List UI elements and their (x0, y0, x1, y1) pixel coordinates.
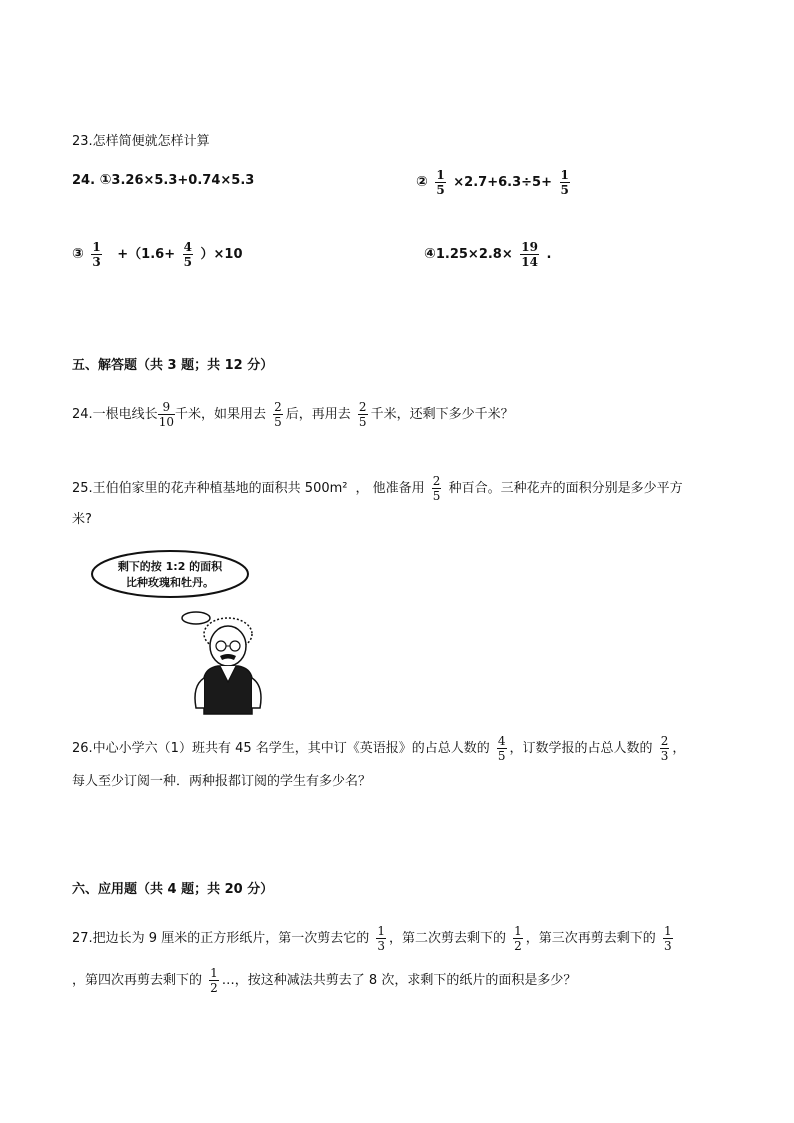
fraction: $\frac{2}{3}$ (660, 734, 669, 763)
fraction: $\frac{1}{3}$ (377, 924, 385, 953)
question-24-part-1 (72, 170, 254, 191)
question-26-line-2: 每人至少订阅一种．两种报都订阅的学生有多少名？ (72, 774, 372, 789)
question-26: 26.中心小学六（1）班共有 45 名学生，其中订《英语报》的占总人数的 $\frac{4}{5}$ ，订数学报的占总人数的 $\frac{2}{3}$ ， (72, 734, 686, 763)
expression-2: ×2.7+6.3÷5+ (453, 175, 552, 190)
thinking-man-icon (88, 548, 278, 716)
fraction: $\frac{4}{5}$ (497, 734, 506, 763)
circled-1-icon: ① (99, 172, 112, 188)
question-27: 27.把边长为 9 厘米的正方形纸片，第一次剪去它的 $\frac{1}{3}$ ，第二次剪去剩下的 $\frac{1}{2}$ ，第三次再剪去剩下的 $\frac{1}{3}$ (72, 924, 672, 953)
question-24-part-4 (424, 240, 551, 269)
expression-1: 3.26×5.3+0.74×5.3 (111, 173, 255, 188)
circled-2-icon: ② (416, 174, 428, 190)
fraction: $\frac{1}{5}$ (436, 168, 445, 197)
section-5-title (72, 356, 273, 376)
question-24-number: 24. (72, 173, 96, 188)
fraction: $\frac{1}{3}$ (92, 240, 101, 269)
section-6-title (72, 880, 273, 900)
question-24-part-2 (416, 168, 573, 197)
circled-4-icon: ④ (424, 246, 436, 262)
bubble-line-2: 比种玫瑰和牡丹。 (126, 576, 214, 589)
question-24b: 24.一根电线长 $\frac{9}{10}$ 千米，如果用去 $\frac{2}{5}$ 后，再用去 $\frac{2}{5}$ 千米，还剩下多少千米？ (72, 400, 514, 429)
section-6-title-text: 六、应用题（共 4 题；共 20 分） (72, 882, 274, 897)
fraction: $\frac{2}{5}$ (432, 474, 441, 503)
question-25-line-2: 米? (72, 512, 92, 527)
expression-4: 1.25×2.8× (435, 247, 513, 262)
fraction: $\frac{2}{5}$ (274, 400, 282, 429)
question-23-text: 23.怎样简便就怎样计算 (72, 134, 210, 149)
expression-4-end: . (546, 247, 552, 262)
circled-3-icon: ③ (72, 246, 84, 262)
fraction: $\frac{2}{5}$ (358, 400, 367, 429)
question-23 (72, 132, 210, 152)
fraction: $\frac{1}{2}$ (210, 966, 218, 995)
bubble-line-1: 剩下的按 1:2 的面积 (117, 560, 223, 573)
question-25: 25.王伯伯家里的花卉种植基地的面积共 500m² ， 他准备用 $\frac{2}{5}$ 种百合。三种花卉的面积分别是多少平方 (72, 474, 683, 503)
fraction: $\frac{9}{10}$ (158, 400, 174, 429)
expression-3a: +（1.6+ (117, 247, 176, 262)
question-27-line-2: ，第四次再剪去剩下的 $\frac{1}{2}$ …，按这种减法共剪去了 8 次，求剩下的纸片的面积是多少？ (72, 966, 577, 995)
section-5-title-text: 五、解答题（共 3 题；共 12 分） (72, 358, 274, 373)
fraction: $\frac{1}{3}$ (663, 924, 672, 953)
fraction: $\frac{1}{2}$ (514, 924, 522, 953)
thinking-man-illustration (88, 548, 278, 716)
expression-3b: ）×10 (200, 247, 243, 262)
fraction: $\frac{1}{5}$ (560, 168, 569, 197)
fraction: $\frac{19}{14}$ (521, 240, 538, 269)
fraction: $\frac{4}{5}$ (183, 240, 192, 269)
question-24-part-3 (72, 240, 243, 269)
